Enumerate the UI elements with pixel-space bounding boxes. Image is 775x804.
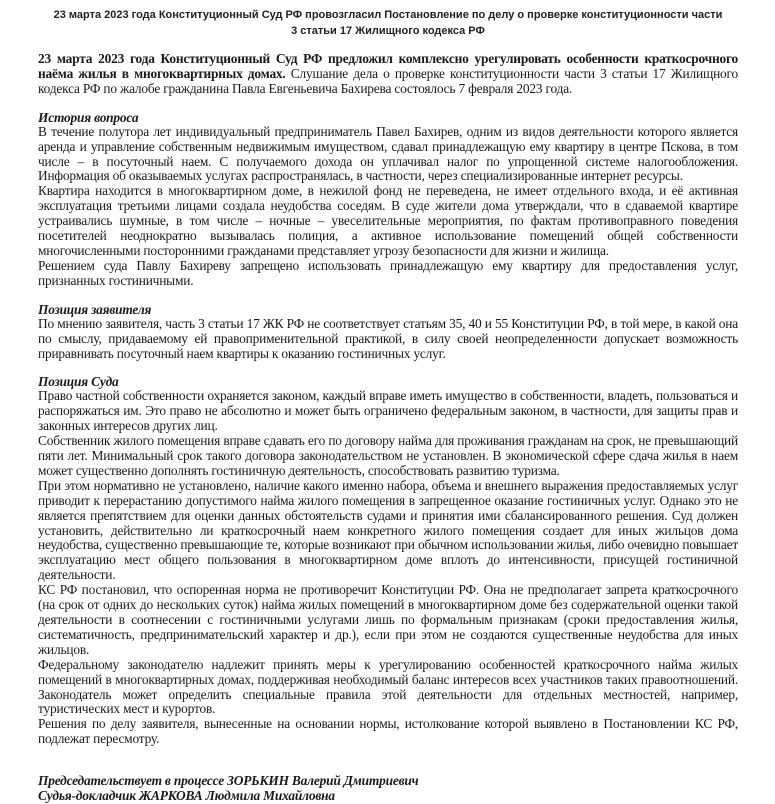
lead-paragraph [38, 52, 738, 97]
court-paragraph-1: Право частной собственности охраняется законом, каждый вправе иметь имущество в собственности, владеть, пользоваться и распоряжаться им. Это право не абсолютно и может быть ограничено федеральным законом, в частности, для защиты прав и законных интересов других лиц. [38, 388, 738, 434]
applicant-paragraph-1: По мнению заявителя, часть 3 статьи 17 ЖК РФ не соответствует статьям 35, 40 и 55 Конституции РФ, в той мере, в какой она по смыслу, придаваемому ей правоприменительной практикой, в силу своей неопределенности допускает возможность приравнивать посуточный наем квартиры к оказанию гостиничных услуг. [38, 315, 738, 361]
history-paragraph-2: Квартира находится в многоквартирном доме, в нежилой фонд не переведена, не имеет отдельного входа, и её активная эксплуатация третьими лицами создала неудобства соседям. В суде жители дома утверждали, что в сдаваемой квартире устраивались шумные, в том числе – ночные – увеселительные мероприятия, по фактам противоправного поведения посетителей неоднократно вызывалась полиция, а активное использование помещений общей собственности многочисленными посторонними гражданами представляет угрозу безопасности для жизни и жилища. [38, 183, 738, 258]
section-heading-history: История вопроса [38, 109, 139, 125]
court-paragraph-4: КС РФ постановил, что оспоренная норма не противоречит Конституции РФ. Она не предполагает запрета краткосрочного (на срок от одних до нескольких суток) найма жилых помещений в многоквартирном доме без содержательной оценки такой деятельности в соотнесении с гостиничными услугами лишь по формальным признакам (сроки предоставления жилья, систематичность, предпринимательский характер и др.), если при этом не создаются существенные неудобства для иных жильцов. [38, 582, 738, 657]
section-heading-court-position: Позиция Суда [38, 374, 119, 390]
section-heading-applicant-position: Позиция заявителя [38, 301, 152, 317]
history-paragraph-1: В течение полутора лет индивидуальный предприниматель Павел Бахирев, одним из видов деятельности которого является аренда и управление собственным недвижимым имуществом, сдавал принадлежащую ему квартиру в центре Пскова, в том числе – в посуточный наем. С получаемого дохода он уплачивал налог по упрощенной системе налогообложения. Информация об оказываемых услугах распространялась, в частности, через специализированные интернет ресурсы. [38, 123, 738, 184]
document-header-announcement: 23 марта 2023 года Конституционный Суд РФ провозгласил Постановление по делу о проверке конституционности части 3 статьи 17 Жилищного кодекса РФ [53, 9, 723, 37]
section-court-position [38, 374, 738, 747]
court-paragraph-3: При этом нормативно не установлено, наличие какого именно набора, объема и внешнего выражения предоставляемых услуг приводит к перерастанию допустимого найма жилого помещения в запрещенное оказание гостиничных услуг. Однако это не является препятствием для оценки данных обстоятельств судами и принятия ими сбалансированного решения. Суд должен установить, действительно ли краткосрочный наем конкретного жилого помещения создает для иных жильцов дома неудобства, существенно превышающие те, которые возникают при обычном использовании жилья, либо очевидно повышает эксплуатацию мест общего пользования в многоквартирном доме вплоть до интенсивности, присущей гостиничной деятельности. [38, 477, 738, 583]
section-history [38, 110, 738, 289]
section-applicant-position [38, 302, 738, 362]
lead-bold-text: 23 марта 2023 года Конституционный Суд РФ предложил комплексно урегулировать особенности краткосрочного наёма жилья в многоквартирных домах. [38, 51, 738, 81]
history-paragraph-3: Решением суда Павлу Бахиреву запрещено использовать принадлежащую ему квартиру для предоставления услуг, признанных гостиничными. [38, 257, 738, 288]
signature-presiding-judge: Председательствует в процессе ЗОРЬКИН Валерий Дмитриевич [38, 773, 419, 789]
signature-rapporteur-judge: Судья-докладчик ЖАРКОВА Людмила Михайловна [38, 788, 335, 804]
lead-rest-text: Слушание дела о проверке конституционности части 3 статьи 17 Жилищного кодекса РФ по жалобе гражданина Павла Евгеньевича Бахирева состоялось 7 февраля 2023 года. [38, 65, 738, 96]
court-paragraph-5: Федеральному законодателю надлежит принять меры к урегулированию особенностей краткосрочного найма жилых помещений в многоквартирных домах, поддерживая необходимый баланс интересов всех участников таких правоотношений. Законодатель может определить специальные правила этой деятельности для отдельных местностей, например, туристических мест и курортов. [38, 656, 738, 717]
signature-block [38, 774, 738, 804]
court-paragraph-6: Решения по делу заявителя, вынесенные на основании нормы, истолкование которой выявлено в Постановлении КС РФ, подлежат пересмотру. [38, 716, 738, 747]
court-paragraph-2: Собственник жилого помещения вправе сдавать его по договору найма для проживания гражданам на срок, не превышающий пяти лет. Минимальный срок такого договора законодательством не установлен. В экономической сфере сдача жилья в наем может существенно дополнять гостиничную деятельность, способствовать развитию туризма. [38, 433, 738, 478]
